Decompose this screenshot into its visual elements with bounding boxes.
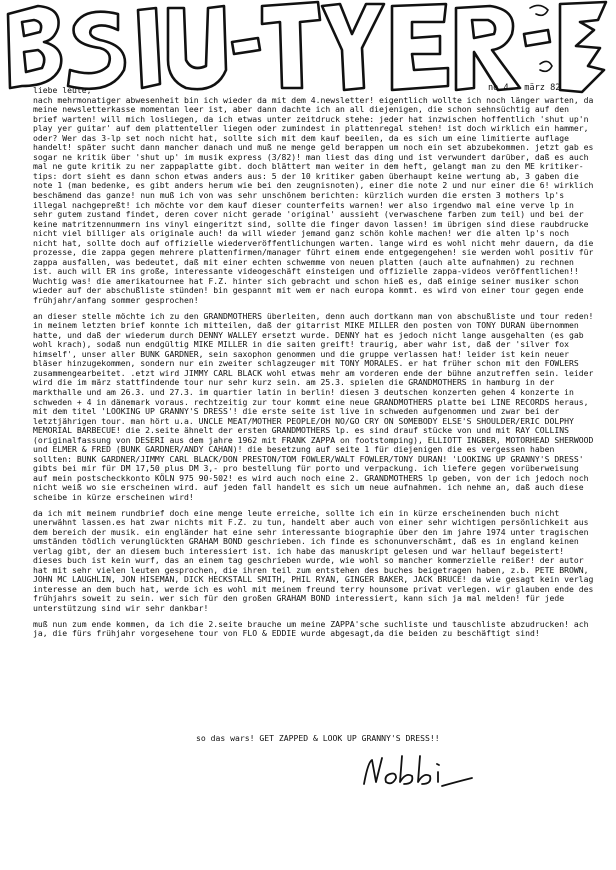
issue-number: no.4 - märz 82 (488, 83, 561, 93)
paragraph-grandmothers: an dieser stelle möchte ich zu den GRANDMOTHERS überleiten, denn auch dortkann man von abschußliste und tour reden! in meinem letzten brief konnte ich mitteilen, daß der gitarrist MIKE MILLER den posten von TONY DURAN übernommen hatte, und daß der wiederum durch DENNY WALLEY ersetzt wurde. DENNY hat es jedoch nicht lange ausgehalten (es gab wohl krach), sodaß nun endgültig MIKE MILLER in die saiten greift! traurig, aber wahr ist, daß der 'silver fox himself', unser aller BUNK GARDNER, sein saxophon genommen und die gruppe verlassen hat! leider ist kein neuer bläser hinzugekommen, sondern nur ein zweiter schlagzeuger mit TONY MORALES. er hat früher schon mit den FOWLERS zusammengearbeitet. .etzt wird JIMMY CARL BLACK wohl etwas mehr am vorderen ende der bühne anzutreffen sein. leider wird die im märz stattfindende tour nur sehr kurz sein. am 25.3. spielen die GRANDMOTHERS in hamburg in der markthalle und am 26.3. und 27.3. im quartier latin in berlin! diesen 3 deutschen konzerten gehen 4 konzerte in schweden + 4 in dänemark voraus. rechtzeitig zur tour kommt eine neue GRANDMOTHERS platte bei LINE RECORDS heraus, mit dem titel 'LOOKING UP GRANNY'S DRESS'! die erste seite ist live in schweden aufgenommen und zwar bei der letztjährigen tour. man hört u.a. UNCLE MEAT/MOTHER PEOPLE/OH NO/GO CRY ON SOMEBODY ELSE'S SHOULDER/ERIC DOLPHY MEMORIAL BARBECUE! die 2.seite ähnelt der ersten GRANDMOTHERS lp. es sind drauf stücke von und mit RAY COLLINS (originalfassung von DESERI aus dem jahre 1962 mit FRANK ZAPPA on footstomping), ELLIOTT INGBER, MOTORHEAD SHERWOOD und ELMER & FRED (BUNK GARDNER/ANDY CAHAN)! die besetzung auf seite 1 für diejenigen die es vergessen haben sollten: BUNK GARDNER/JIMMY CARL BLACK/DON PRESTON/TOM FOWLER/WALT FOWLER/TONY DURAN! 'LOOKING UP GRANNY'S DRESS' gibts bei mir für DM 17,50 plus DM 3,- pro bestellung für porto und verpackung. ich liefere gegen vorüberweisung auf mein postscheckkonto KÖLN 975 90-502! es wird auch noch eine 2. GRANDMOTHERS lp geben, von der ich jedoch noch nicht weiß wo sie erscheinen wird. auf jeden fall handelt es sich um neue aufnahmen. ich nehme an, daß auch diese scheibe in kürze erscheinen wird! (33, 310, 594, 502)
paragraph-intro: nach mehrmonatiger abwesenheit bin ich wieder da mit dem 4.newsletter! eigentlich wollte ich noch länger warten, da meine newsletterkasse momentan leer ist, aber dann dachte ich an all diejenigen, die schon sehnsüchtig auf den brief warten! will mich losliegen, da ich etwas unter zeitdruck stehe: jeder hat inzwischen hoffentlich 'shut up'n play yer guitar' auf dem plattenteller liegen oder zumindest in plattenregal stehen! ist doch wirklich ein hammer, oder? Wer das 3-lp set noch nicht hat, sollte sich mit dem kauf beeilen, da es sich um eine limitierte auflage handelt! später sucht dann mancher danach und muß ne menge geld berappen um noch ein set abzubekommen. jetzt gab es sogar ne kritik über 'shut up' im musik express (3/82)! man liest das ding und ist verwundert darüber, daß es auch mal ne gute kritik zu ner zappaplatte gibt. doch blättert man weiter in dem heft, gelangt man zu den ME kritiker-tips: dort sieht es dann schon etwas anders aus: 5 der 10 kritiker gaben überhaupt keine wertung ab, 3 gaben die note 1 (man bedenke, es gibt anders herum wie bei den zeugnisnoten), einer die note 2 und nur einer die 6! wirklich beschämend das ganze! nun muß ich von was sehr unschönem berichten: kürzlich wurden die ersten 3 mothers lp's illegal nachgepreßt! ich möchte vor dem kauf dieser counterfeits warnen! wer also irgendwo mal eine verve lp in sehr gutem zustand findet, deren cover nicht gerade 'original' aussieht (verwaschene farben zum teil) und bei der keine matritzennummern ins vinyl eingeritzt sind, sollte die finger davon lassen! im übrigen sind diese raubdrucke nicht viel billiger als originale auch! da will wieder jemand ganz schön kohle machen! wer die alten lp's noch nicht hat, sollte doch auf offizielle wiederveröffentlichungen warten. lange wird es wohl nicht mehr dauern, da die prozesse, die zappa gegen mehrere plattenfirmen/manager führt einem ende entgegengehen! sie werden wohl positiv für zappa ausfallen, was bedeutet, daß mit einer echten schwemme von neuen platten (auch alte aufnahmen) zu rechnen ist. auch will ER ins große, interessante videogeschäft einsteigen und offizielle zappa-videos veröffentlichen!! Wuchtig was! die amerikatournee hat F.Z. hinter sich gebracht und schon hieß es, daß einige seiner musiker schon wieder auf der abschußliste stünden! bin gespannt mit wem er nach europa kommt. es wird von einer tour gegen ende frühjahr/anfang sommer gesprochen! (33, 94, 594, 306)
paragraph-graham-bond: da ich mit meinem rundbrief doch eine menge leute erreiche, sollte ich ein in kürze erscheinenden buch nicht unerwähnt lassen.es hat zwar nichts mit F.Z. zu tun, handelt aber auch von einer sehr wichtigen persönlichkeit aus dem bereich der musik. ein engländer hat eine sehr interessante biographie über den im jahre 1974 unter tragischen umständen tödlich verunglückten GRAHAM BOND geschrieben. ich finde es schonunverschämt, daß es in england keinen verlag gibt, der an diesem buch interessiert ist. ich habe das manuskript gelesen und war hellauf begeistert! dieses buch ist kein wurf, das an einem tag geschrieben wurde, wie wohl so mancher kommerzielle reißer! der autor hat mit sehr vielen leuten gesprochen, die ihren teil zum entstehen des buches beigetragen haben, z.b. PETE BROWN, JOHN MC LAUGHLIN, JON HISEMAN, DICK HECKSTALL SMITH, PHIL RYAN, GINGER BAKER, JACK BRUCE! da wie gesagt kein verlag interesse an dem buch hat, werde ich es wohl mit meinem freund terry hounsome privat verlegen. wir glauben ende des frühjahrs soweit zu sein. wer sich für den großen GRAHAM BOND interessiert, kann sich ja mal melden! für jede unterstützung sind wir sehr dankbar! (33, 507, 594, 613)
greeting: liebe leute, (33, 85, 92, 95)
paragraph-closing: muß nun zum ende kommen, da ich die 2.seite brauche um meine ZAPPA'sche suchliste und tauschliste abzudrucken! ach ja, die fürs frühjahr vorgesehene tour von FLO & EDDIE wurde abgesagt,da die beiden zu beschäftigt sind! (33, 618, 589, 639)
closing-line: so das wars! GET ZAPPED & LOOK UP GRANNY'S DRESS!! (196, 733, 440, 743)
signature (360, 752, 480, 792)
newsletter-body (33, 86, 598, 645)
